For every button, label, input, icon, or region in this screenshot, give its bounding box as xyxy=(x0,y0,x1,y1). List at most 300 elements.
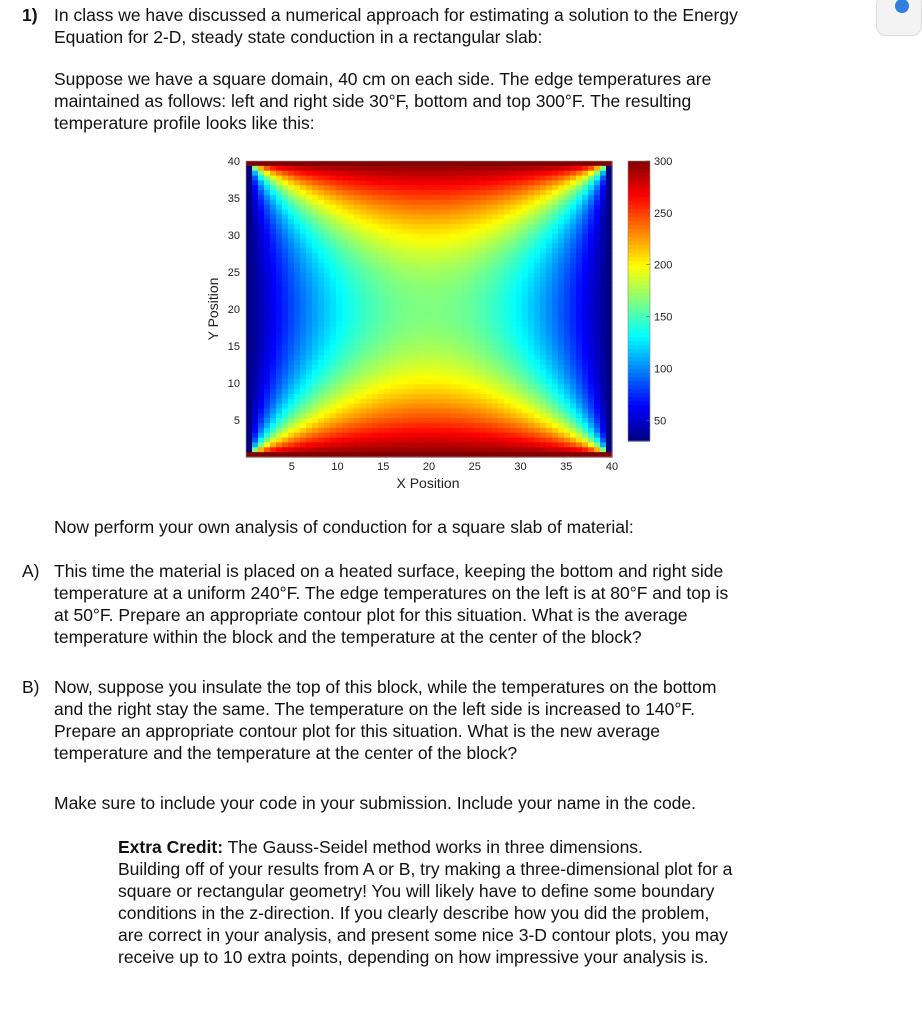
heatmap-cell xyxy=(276,370,283,375)
heatmap-cell xyxy=(342,277,349,282)
heatmap-cell xyxy=(408,336,415,341)
heatmap-cell xyxy=(282,442,289,447)
heatmap-cell xyxy=(348,224,355,229)
heatmap-cell xyxy=(462,345,469,350)
heatmap-cell xyxy=(270,345,277,350)
heatmap-cell xyxy=(306,350,313,355)
heatmap-cell xyxy=(498,331,505,336)
heatmap-cell xyxy=(504,360,511,365)
heatmap-cell xyxy=(552,408,559,413)
heatmap-cell xyxy=(504,292,511,297)
heatmap-cell xyxy=(288,268,295,273)
heatmap-cell xyxy=(594,331,601,336)
heatmap-cell xyxy=(426,365,433,370)
heatmap-cell xyxy=(492,408,499,413)
heatmap-cell xyxy=(570,287,577,292)
heatmap-cell xyxy=(486,341,493,346)
heatmap-cell xyxy=(546,205,553,210)
heatmap-cell xyxy=(288,166,295,171)
heatmap-cell xyxy=(360,408,367,413)
heatmap-cell xyxy=(354,326,361,331)
heatmap-cell xyxy=(432,219,439,224)
heatmap-cell xyxy=(282,311,289,316)
heatmap-cell xyxy=(330,447,337,452)
heatmap-cell xyxy=(282,185,289,190)
heatmap-cell xyxy=(456,355,463,360)
heatmap-cell xyxy=(498,282,505,287)
heatmap-cell xyxy=(300,438,307,443)
heatmap-cell xyxy=(312,394,319,399)
heatmap-cell xyxy=(462,384,469,389)
heatmap-cell xyxy=(540,229,547,234)
heatmap-cell xyxy=(564,345,571,350)
heatmap-cell xyxy=(330,258,337,263)
heatmap-cell xyxy=(522,345,529,350)
heatmap-cell xyxy=(270,394,277,399)
heatmap-cell xyxy=(330,370,337,375)
heatmap-cell xyxy=(594,185,601,190)
heatmap-cell xyxy=(258,200,265,205)
heatmap-cell xyxy=(306,408,313,413)
heatmap-cell xyxy=(354,297,361,302)
heatmap-cell xyxy=(480,326,487,331)
heatmap-cell xyxy=(582,185,589,190)
heatmap-cell xyxy=(600,307,607,312)
heatmap-cell xyxy=(270,176,277,181)
heatmap-cell xyxy=(276,287,283,292)
heatmap-cell xyxy=(420,384,427,389)
heatmap-cell xyxy=(570,370,577,375)
heatmap-cell xyxy=(498,292,505,297)
heatmap-cell xyxy=(576,248,583,253)
heatmap-cell xyxy=(330,200,337,205)
heatmap-cell xyxy=(378,258,385,263)
heatmap-cell xyxy=(492,210,499,215)
heatmap-cell xyxy=(522,326,529,331)
heatmap-cell xyxy=(246,375,253,380)
heatmap-cell xyxy=(606,176,613,181)
heatmap-cell xyxy=(330,234,337,239)
heatmap-cell xyxy=(600,365,607,370)
heatmap-cell xyxy=(294,370,301,375)
heatmap-cell xyxy=(504,185,511,190)
heatmap-cell xyxy=(522,394,529,399)
heatmap-cell xyxy=(552,428,559,433)
heatmap-cell xyxy=(450,447,457,452)
heatmap-cell xyxy=(258,384,265,389)
heatmap-cell xyxy=(558,229,565,234)
heatmap-cell xyxy=(426,224,433,229)
heatmap-cell xyxy=(438,243,445,248)
colorbar-swatch xyxy=(628,369,650,374)
heatmap-cell xyxy=(576,321,583,326)
heatmap-cell xyxy=(606,316,613,321)
heatmap-cell xyxy=(444,423,451,428)
heatmap-cell xyxy=(378,263,385,268)
heatmap-cell xyxy=(366,355,373,360)
heatmap-cell xyxy=(390,195,397,200)
heatmap-cell xyxy=(360,336,367,341)
heatmap-cell xyxy=(456,447,463,452)
heatmap-cell xyxy=(462,433,469,438)
heatmap-cell xyxy=(432,316,439,321)
heatmap-cell xyxy=(528,195,535,200)
heatmap-cell xyxy=(492,243,499,248)
heatmap-cell xyxy=(390,200,397,205)
heatmap-cell xyxy=(456,282,463,287)
heatmap-cell xyxy=(444,326,451,331)
heatmap-cell xyxy=(312,243,319,248)
heatmap-cell xyxy=(456,418,463,423)
heatmap-cell xyxy=(564,258,571,263)
heatmap-cell xyxy=(288,350,295,355)
heatmap-cell xyxy=(264,316,271,321)
heatmap-cell xyxy=(594,176,601,181)
heatmap-cell xyxy=(288,185,295,190)
heatmap-cell xyxy=(528,375,535,380)
heatmap-cell xyxy=(396,307,403,312)
heatmap-cell xyxy=(456,433,463,438)
corner-button[interactable] xyxy=(876,0,922,36)
heatmap-cell xyxy=(426,311,433,316)
heatmap-cell xyxy=(318,331,325,336)
heatmap-cell xyxy=(606,365,613,370)
heatmap-cell xyxy=(426,185,433,190)
heatmap-cell xyxy=(432,389,439,394)
heatmap-cell xyxy=(600,297,607,302)
heatmap-cell xyxy=(276,423,283,428)
heatmap-cell xyxy=(474,253,481,258)
heatmap-cell xyxy=(450,239,457,244)
heatmap-cell xyxy=(276,399,283,404)
heatmap-cell xyxy=(312,389,319,394)
heatmap-cell xyxy=(528,258,535,263)
heatmap-cell xyxy=(462,210,469,215)
heatmap-cell xyxy=(300,214,307,219)
heatmap-cell xyxy=(288,190,295,195)
heatmap-cell xyxy=(504,234,511,239)
heatmap-cell xyxy=(462,389,469,394)
heatmap-cell xyxy=(546,365,553,370)
heatmap-cell xyxy=(498,438,505,443)
heatmap-cell xyxy=(366,311,373,316)
heatmap-cell xyxy=(546,316,553,321)
heatmap-cell xyxy=(606,248,613,253)
heatmap-cell xyxy=(384,185,391,190)
heatmap-cell xyxy=(312,307,319,312)
heatmap-cell xyxy=(606,355,613,360)
heatmap-cell xyxy=(288,365,295,370)
heatmap-cell xyxy=(300,166,307,171)
heatmap-cell xyxy=(276,316,283,321)
heatmap-cell xyxy=(252,326,259,331)
heatmap-cell xyxy=(456,307,463,312)
heatmap-cell xyxy=(576,336,583,341)
heatmap-cell xyxy=(390,210,397,215)
heatmap-cell xyxy=(348,404,355,409)
colorbar-swatch xyxy=(628,205,650,210)
heatmap-cell xyxy=(522,176,529,181)
heatmap-cell xyxy=(420,214,427,219)
heatmap-cell xyxy=(336,413,343,418)
setup-paragraph xyxy=(54,68,711,134)
heatmap-cell xyxy=(306,268,313,273)
heatmap-cell xyxy=(540,234,547,239)
heatmap-cell xyxy=(342,180,349,185)
heatmap-cell xyxy=(582,326,589,331)
heatmap-cell xyxy=(408,404,415,409)
heatmap-cell xyxy=(270,326,277,331)
heatmap-cell xyxy=(270,234,277,239)
heatmap-cell xyxy=(330,326,337,331)
heatmap-cell xyxy=(432,365,439,370)
heatmap-cell xyxy=(318,311,325,316)
heatmap-cell xyxy=(384,205,391,210)
heatmap-cell xyxy=(480,277,487,282)
colorbar-swatch xyxy=(628,353,650,358)
heatmap-cell xyxy=(258,258,265,263)
heatmap-cell xyxy=(402,263,409,268)
heatmap-cell xyxy=(558,394,565,399)
heatmap-cell xyxy=(360,379,367,384)
heatmap-cell xyxy=(432,171,439,176)
heatmap-cell xyxy=(414,210,421,215)
heatmap-cell xyxy=(354,258,361,263)
heatmap-cell xyxy=(324,428,331,433)
heatmap-cell xyxy=(384,263,391,268)
heatmap-cell xyxy=(552,234,559,239)
heatmap-cell xyxy=(348,219,355,224)
heatmap-cell xyxy=(342,341,349,346)
heatmap-cell xyxy=(492,355,499,360)
heatmap-cell xyxy=(468,200,475,205)
heatmap-cell xyxy=(510,205,517,210)
heatmap-cell xyxy=(366,423,373,428)
heatmap-cell xyxy=(324,408,331,413)
heatmap-cell xyxy=(444,234,451,239)
heatmap-cell xyxy=(564,229,571,234)
heatmap-cell xyxy=(480,180,487,185)
heatmap-cell xyxy=(252,423,259,428)
heatmap-cell xyxy=(432,394,439,399)
heatmap-cell xyxy=(324,326,331,331)
heatmap-cell xyxy=(402,234,409,239)
heatmap-cell xyxy=(414,384,421,389)
heatmap-cell xyxy=(288,433,295,438)
heatmap-cell xyxy=(570,326,577,331)
heatmap-cell xyxy=(318,190,325,195)
heatmap-cell xyxy=(336,428,343,433)
colorbar-tick-label: 250 xyxy=(654,207,673,220)
heatmap-cell xyxy=(288,287,295,292)
heatmap-cell xyxy=(546,185,553,190)
heatmap-cell xyxy=(342,413,349,418)
heatmap-cell xyxy=(396,273,403,278)
heatmap-cell xyxy=(252,433,259,438)
heatmap-cell xyxy=(264,423,271,428)
heatmap-cell xyxy=(414,311,421,316)
heatmap-cell xyxy=(300,423,307,428)
heatmap-cell xyxy=(348,190,355,195)
heatmap-cell xyxy=(276,176,283,181)
heatmap-cell xyxy=(516,336,523,341)
heatmap-cell xyxy=(564,442,571,447)
heatmap-cell xyxy=(414,307,421,312)
heatmap-cell xyxy=(324,341,331,346)
heatmap-cell xyxy=(522,350,529,355)
heatmap-cell xyxy=(564,394,571,399)
heatmap-cell xyxy=(606,375,613,380)
heatmap-cell xyxy=(600,442,607,447)
heatmap-cell xyxy=(360,292,367,297)
heatmap-cell xyxy=(546,171,553,176)
heatmap-cell xyxy=(552,418,559,423)
heatmap-cell xyxy=(522,336,529,341)
heatmap-cell xyxy=(378,442,385,447)
heatmap-cell xyxy=(534,408,541,413)
heatmap-cell xyxy=(330,297,337,302)
heatmap-cell xyxy=(588,408,595,413)
heatmap-cell xyxy=(540,307,547,312)
heatmap-cell xyxy=(300,253,307,258)
heatmap-cell xyxy=(456,200,463,205)
heatmap-cell xyxy=(294,447,301,452)
heatmap-cell xyxy=(324,234,331,239)
heatmap-cell xyxy=(528,355,535,360)
heatmap-cell xyxy=(336,345,343,350)
heatmap-cell xyxy=(246,438,253,443)
heatmap-cell xyxy=(546,224,553,229)
heatmap-cell xyxy=(384,273,391,278)
heatmap-cell xyxy=(252,408,259,413)
colorbar-swatch xyxy=(628,217,650,222)
heatmap-cell xyxy=(594,408,601,413)
heatmap-cell xyxy=(408,243,415,248)
heatmap-cell xyxy=(294,360,301,365)
heatmap-cell xyxy=(294,428,301,433)
heatmap-cell xyxy=(384,433,391,438)
heatmap-cell xyxy=(522,438,529,443)
heatmap-cell xyxy=(450,365,457,370)
heatmap-cell xyxy=(402,195,409,200)
heatmap-cell xyxy=(558,404,565,409)
heatmap-cell xyxy=(498,185,505,190)
heatmap-cell xyxy=(606,287,613,292)
heatmap-cell xyxy=(600,190,607,195)
heatmap-cell xyxy=(516,297,523,302)
heatmap-cell xyxy=(540,292,547,297)
colorbar-swatch xyxy=(628,357,650,362)
heatmap-cell xyxy=(456,210,463,215)
heatmap-cell xyxy=(414,219,421,224)
heatmap-cell xyxy=(318,321,325,326)
heatmap-cell xyxy=(324,277,331,282)
heatmap-cell xyxy=(426,442,433,447)
heatmap-cell xyxy=(396,239,403,244)
heatmap-cell xyxy=(594,447,601,452)
heatmap-cell xyxy=(312,350,319,355)
heatmap-cell xyxy=(504,277,511,282)
heatmap-cell xyxy=(534,399,541,404)
heatmap-cell xyxy=(330,379,337,384)
heatmap-cell xyxy=(342,224,349,229)
heatmap-cell xyxy=(318,438,325,443)
heatmap-cell xyxy=(390,292,397,297)
heatmap-cell xyxy=(576,200,583,205)
heatmap-cell xyxy=(360,447,367,452)
heatmap-cell xyxy=(390,171,397,176)
heatmap-cell xyxy=(504,350,511,355)
heatmap-cell xyxy=(558,379,565,384)
heatmap-cell xyxy=(420,379,427,384)
heatmap-cell xyxy=(270,307,277,312)
heatmap-cell xyxy=(540,166,547,171)
heatmap-cell xyxy=(528,423,535,428)
heatmap-cell xyxy=(348,316,355,321)
heatmap-cell xyxy=(258,282,265,287)
heatmap-cell xyxy=(348,433,355,438)
heatmap-cell xyxy=(288,379,295,384)
y-tick-label: 5 xyxy=(233,415,240,427)
heatmap-cell xyxy=(438,394,445,399)
heatmap-cell xyxy=(288,253,295,258)
heatmap-cell xyxy=(480,200,487,205)
heatmap-cell xyxy=(402,447,409,452)
heatmap-cell xyxy=(432,370,439,375)
heatmap-cell xyxy=(258,229,265,234)
heatmap-cell xyxy=(516,331,523,336)
heatmap-cell xyxy=(300,336,307,341)
heatmap-cell xyxy=(528,408,535,413)
heatmap-cell xyxy=(528,210,535,215)
heatmap-cell xyxy=(414,273,421,278)
heatmap-cell xyxy=(360,171,367,176)
heatmap-cell xyxy=(324,336,331,341)
heatmap-cell xyxy=(486,258,493,263)
heatmap-cell xyxy=(294,316,301,321)
heatmap-cell xyxy=(540,442,547,447)
heatmap-cell xyxy=(360,428,367,433)
heatmap-cell xyxy=(288,176,295,181)
heatmap-cell xyxy=(540,408,547,413)
heatmap-cell xyxy=(510,321,517,326)
heatmap-cell xyxy=(432,336,439,341)
heatmap-cell xyxy=(270,399,277,404)
heatmap-cell xyxy=(492,273,499,278)
heatmap-cell xyxy=(294,268,301,273)
heatmap-cell xyxy=(252,438,259,443)
heatmap-cell xyxy=(408,370,415,375)
heatmap-cell xyxy=(438,166,445,171)
heatmap-cell xyxy=(360,185,367,190)
heatmap-cell xyxy=(246,384,253,389)
heatmap-cell xyxy=(456,219,463,224)
heatmap-cell xyxy=(312,190,319,195)
heatmap-cell xyxy=(348,311,355,316)
heatmap-cell xyxy=(330,248,337,253)
heatmap-cell xyxy=(270,219,277,224)
heatmap-cell xyxy=(396,292,403,297)
heatmap-cell xyxy=(336,370,343,375)
heatmap-cell xyxy=(594,287,601,292)
heatmap-cell xyxy=(588,331,595,336)
heatmap-cell xyxy=(390,331,397,336)
heatmap-cell xyxy=(516,195,523,200)
heatmap-cell xyxy=(258,180,265,185)
heatmap-cell xyxy=(510,273,517,278)
heatmap-cell xyxy=(360,234,367,239)
extra-credit-first-line: The Gauss-Seidel method works in three dimensions. xyxy=(223,837,643,857)
